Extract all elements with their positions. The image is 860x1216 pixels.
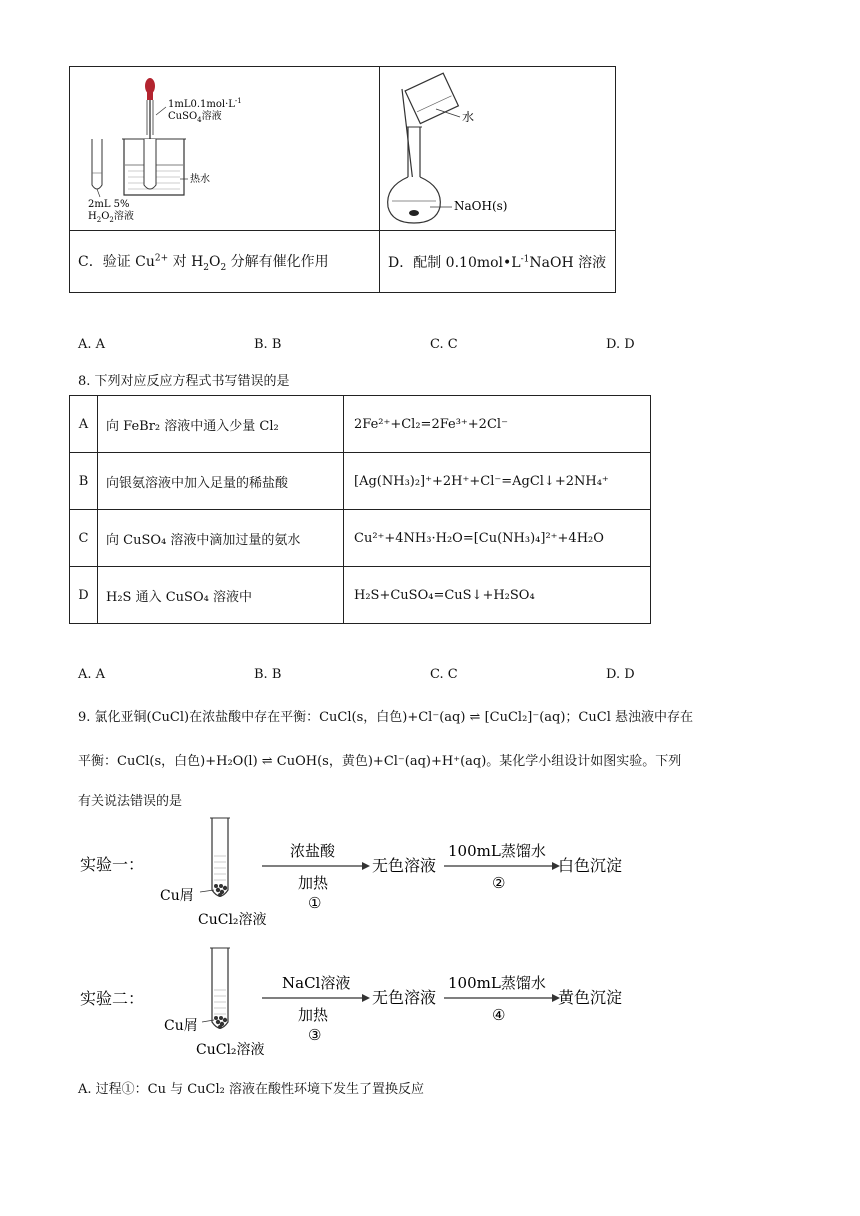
naoh-solid-label: NaOH(s) [454, 199, 508, 213]
exp2-arrow1-bottom: 加热 [298, 1006, 329, 1024]
test-tube [92, 139, 102, 189]
exp2-arrow2-num: ④ [492, 1006, 506, 1024]
q7-option-c-text: C．验证 $Cu^{2+}$ 对 $H_2O_2$ 分解有催化作用 [70, 231, 380, 293]
q7-option-d-text: D．配制 $0.10mol•L^{-1}NaOH$ 溶液 [380, 231, 616, 293]
q7-cell-d-figure [380, 67, 616, 231]
q9-stem-line2: 平衡：CuCl(s，白色)+H₂O(l) ⇌ CuOH(s，黄色)+Cl⁻(aq)+H⁺(aq)。某化学小组设计如图实验。下列 [78, 754, 682, 769]
row-eq: [Ag(NH₃)₂]⁺+2H⁺+Cl⁻=AgCl↓+2NH₄⁺ [344, 453, 651, 510]
row-desc: H₂S 通入 CuSO₄ 溶液中 [98, 567, 344, 624]
row-desc: 向银氨溶液中加入足量的稀盐酸 [98, 453, 344, 510]
exp1-end: 白色沉淀 [558, 856, 623, 875]
table-row [70, 567, 651, 624]
table-row [70, 396, 651, 453]
hot-water-label: 热水 [190, 174, 210, 185]
row-letter: D [70, 567, 98, 624]
volumetric-flask-figure [380, 67, 615, 230]
q8-option-c[interactable]: C. C [430, 667, 458, 682]
exp2-mid: 无色溶液 [372, 988, 437, 1007]
row-letter: C [70, 510, 98, 567]
q7-table [69, 66, 616, 293]
experiment-flow-figure [70, 808, 650, 1068]
exp1-label: 实验一： [80, 855, 145, 874]
dropper-bulb [145, 78, 155, 94]
row-letter: A [70, 396, 98, 453]
tube-label: 2mL 5% [88, 199, 130, 210]
q8-option-a[interactable]: A. A [78, 667, 106, 682]
exp1-arrow2-top: 100mL蒸馏水 [448, 842, 546, 860]
exp1-arrow1-top: 浓盐酸 [290, 842, 336, 860]
exp1-arrow1-num: ① [308, 894, 322, 912]
exp1-arrow1-bottom: 加热 [298, 874, 329, 892]
exp1-cu-label: Cu屑 [160, 888, 194, 904]
q8-option-b[interactable]: B. B [254, 667, 282, 682]
volumetric-flask [388, 177, 441, 223]
exp1-solution-label: CuCl₂溶液 [198, 912, 267, 928]
table-row [70, 453, 651, 510]
catalysis-apparatus-figure [70, 67, 379, 230]
row-eq: H₂S+CuSO₄=CuS↓+H₂SO₄ [344, 567, 651, 624]
table-row [70, 510, 651, 567]
exp2-cu-label: Cu屑 [164, 1018, 198, 1034]
q7-option-d[interactable]: D. D [606, 337, 635, 352]
q7-option-c[interactable]: C. C [430, 337, 458, 352]
svg-text:H2O2溶液: $H_2O_2$溶液 [88, 211, 134, 224]
q8-option-d[interactable]: D. D [606, 667, 635, 682]
q9-option-a[interactable]: A. 过程①：Cu 与 CuCl₂ 溶液在酸性环境下发生了置换反应 [78, 1082, 425, 1097]
q9-stem-line1: 9. 氯化亚铜(CuCl)在浓盐酸中存在平衡：CuCl(s，白色)+Cl⁻(aq) ⇌ [CuCl₂]⁻(aq)；CuCl 悬浊液中存在 [78, 710, 693, 725]
exp1-mid: 无色溶液 [372, 856, 437, 875]
q9-stem-line3: 有关说法错误的是 [78, 794, 183, 809]
exp2-arrow1-num: ③ [308, 1026, 322, 1044]
q7-cell-c-figure [70, 67, 380, 231]
water-label: 水 [462, 110, 475, 124]
row-eq: Cu²⁺+4NH₃·H₂O=[Cu(NH₃)₄]²⁺+4H₂O [344, 510, 651, 567]
exp2-label: 实验二： [80, 989, 145, 1008]
exp2-test-tube [212, 948, 228, 1028]
exp1-arrow2-num: ② [492, 874, 506, 892]
pouring-beaker [405, 73, 458, 123]
exp2-arrow2-top: 100mL蒸馏水 [448, 974, 546, 992]
exp2-end: 黄色沉淀 [558, 988, 623, 1007]
svg-text:CuSO4溶液: CuSO$_4$溶液 [168, 111, 222, 124]
row-desc: 向 CuSO₄ 溶液中滴加过量的氨水 [98, 510, 344, 567]
q8-table [69, 395, 651, 624]
q8-stem: 8. 下列对应反应方程式书写错误的是 [78, 374, 290, 389]
exp2-arrow1-top: NaCl溶液 [282, 974, 351, 992]
q7-option-a[interactable]: A. A [78, 337, 106, 352]
row-eq: 2Fe²⁺+Cl₂=2Fe³⁺+2Cl⁻ [344, 396, 651, 453]
dropper-label: $1mL0.1mol\cdot L^{-1}$ [168, 97, 242, 110]
exp2-solution-label: CuCl₂溶液 [196, 1042, 265, 1058]
row-desc: 向 FeBr₂ 溶液中通入少量 Cl₂ [98, 396, 344, 453]
q7-option-b[interactable]: B. B [254, 337, 282, 352]
row-letter: B [70, 453, 98, 510]
